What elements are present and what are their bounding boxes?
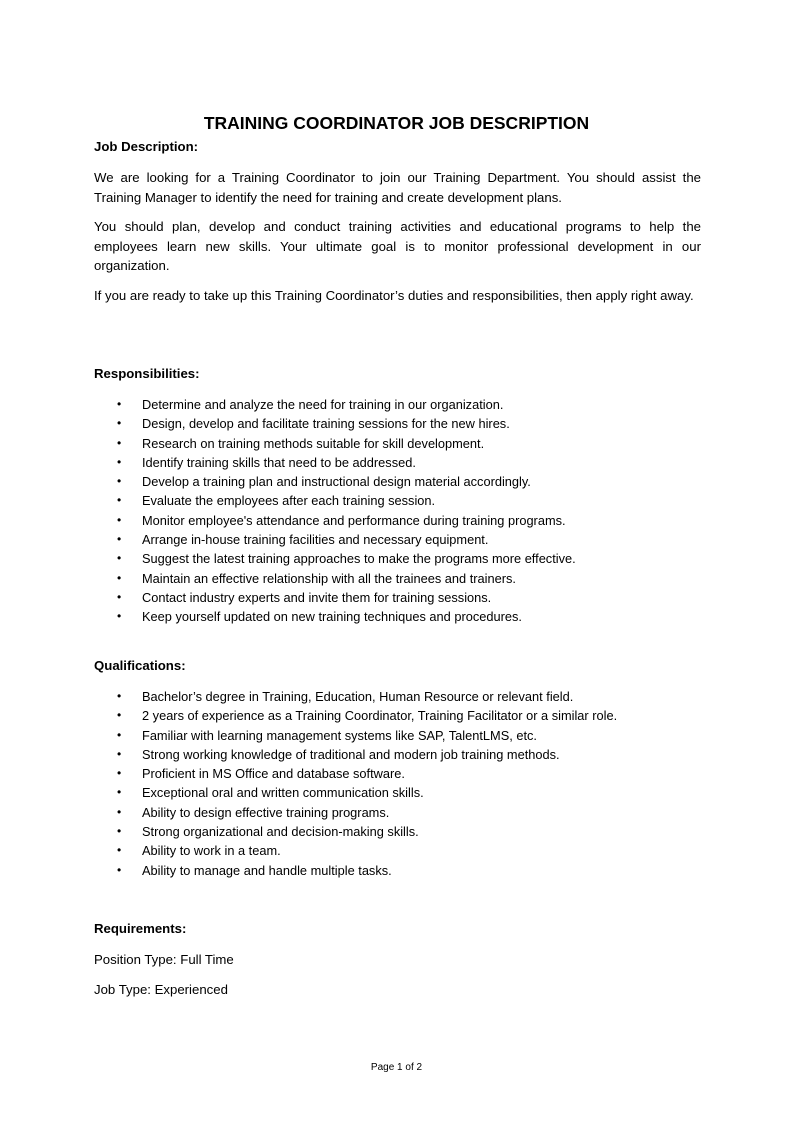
bullet: •	[117, 785, 122, 800]
list-item	[0, 764, 617, 783]
list-item-text: Ability to design effective training programs.	[142, 804, 390, 820]
list-item-text: 2 years of experience as a Training Coordinator, Training Facilitator or a similar role.	[142, 708, 618, 724]
job-description-paragraph-3: If you are ready to take up this Training Coordinator’s duties and responsibilities, then apply right away.	[94, 288, 694, 303]
list-item	[0, 588, 576, 607]
list-item	[0, 530, 576, 549]
bullet: •	[117, 474, 122, 489]
bullet: •	[117, 824, 122, 839]
bullet: •	[117, 862, 122, 877]
qualifications-heading: Qualifications:	[94, 658, 186, 673]
bullet: •	[117, 843, 122, 858]
list-item-text: Monitor employee's attendance and performance during training programs.	[142, 512, 566, 528]
list-item	[0, 434, 576, 453]
list-item	[0, 453, 576, 472]
list-item	[0, 472, 576, 491]
list-item	[0, 414, 576, 433]
list-item-text: Identify training skills that need to be addressed.	[142, 454, 416, 470]
bullet: •	[117, 708, 122, 723]
bullet: •	[117, 727, 122, 742]
list-item	[0, 491, 576, 510]
bullet: •	[117, 766, 122, 781]
list-item-text: Develop a training plan and instructional design material accordingly.	[142, 474, 531, 490]
list-item-text: Research on training methods suitable for skill development.	[142, 435, 485, 451]
list-item	[0, 706, 617, 725]
bullet: •	[117, 804, 122, 819]
position-type: Position Type: Full Time	[94, 952, 234, 967]
list-item-text: Keep yourself updated on new training techniques and procedures.	[142, 609, 522, 625]
list-item-text: Proficient in MS Office and database software.	[142, 766, 405, 782]
bullet: •	[117, 689, 122, 703]
list-item-text: Suggest the latest training approaches to make the programs more effective.	[142, 551, 576, 567]
list-item-text: Determine and analyze the need for training in our organization.	[142, 397, 504, 412]
list-item	[0, 822, 617, 841]
bullet: •	[117, 454, 122, 469]
responsibilities-list	[0, 395, 576, 627]
bullet: •	[117, 746, 122, 761]
page-number-footer: Page 1 of 2	[370, 1062, 423, 1073]
document-title: TRAINING COORDINATOR JOB DESCRIPTION	[203, 113, 590, 133]
list-item	[0, 783, 617, 802]
bullet: •	[117, 532, 122, 547]
list-item-text: Ability to manage and handle multiple tasks.	[142, 862, 392, 878]
list-item-text: Strong organizational and decision-making skills.	[142, 824, 419, 840]
bullet: •	[117, 397, 122, 411]
job-description-paragraph-2: You should plan, develop and conduct training activities and educational programs to help the employees learn new skills. Your ultimate goal is to monitor professional development in our organization.	[94, 219, 701, 273]
list-item-text: Familiar with learning management systems like SAP, TalentLMS, etc.	[142, 727, 537, 743]
list-item-text: Strong working knowledge of traditional and modern job training methods.	[142, 746, 560, 762]
bullet: •	[117, 512, 122, 527]
bullet: •	[117, 589, 122, 604]
responsibilities-heading: Responsibilities:	[94, 366, 200, 381]
job-type: Job Type: Experienced	[94, 982, 228, 997]
job-description-paragraph-1: We are looking for a Training Coordinator to join our Training Department. You should assist the Training Manager to identify the need for training and create development plans.	[94, 170, 701, 205]
list-item-text: Maintain an effective relationship with all the trainees and trainers.	[142, 570, 516, 586]
list-item	[0, 861, 617, 880]
list-item	[0, 803, 617, 822]
list-item	[0, 395, 576, 414]
bullet: •	[117, 493, 122, 508]
qualifications-list	[0, 687, 617, 880]
list-item	[0, 726, 617, 745]
list-item-text: Exceptional oral and written communication skills.	[142, 785, 424, 801]
bullet: •	[117, 435, 122, 450]
list-item-text: Arrange in-house training facilities and necessary equipment.	[142, 532, 489, 548]
list-item	[0, 607, 576, 626]
list-item-text: Contact industry experts and invite them for training sessions.	[142, 589, 492, 605]
list-item-text: Ability to work in a team.	[142, 843, 281, 859]
job-description-heading: Job Description:	[94, 139, 199, 154]
list-item-text: Bachelor’s degree in Training, Education, Human Resource or relevant field.	[142, 689, 574, 704]
bullet: •	[117, 609, 122, 624]
bullet: •	[117, 416, 122, 431]
list-item	[0, 511, 576, 530]
list-item	[0, 841, 617, 860]
list-item	[0, 549, 576, 568]
list-item	[0, 569, 576, 588]
list-item-text: Design, develop and facilitate training sessions for the new hires.	[142, 416, 510, 432]
requirements-heading: Requirements:	[94, 921, 187, 936]
list-item	[0, 745, 617, 764]
bullet: •	[117, 570, 122, 585]
list-item	[0, 687, 617, 706]
bullet: •	[117, 551, 122, 566]
list-item-text: Evaluate the employees after each training session.	[142, 493, 436, 509]
